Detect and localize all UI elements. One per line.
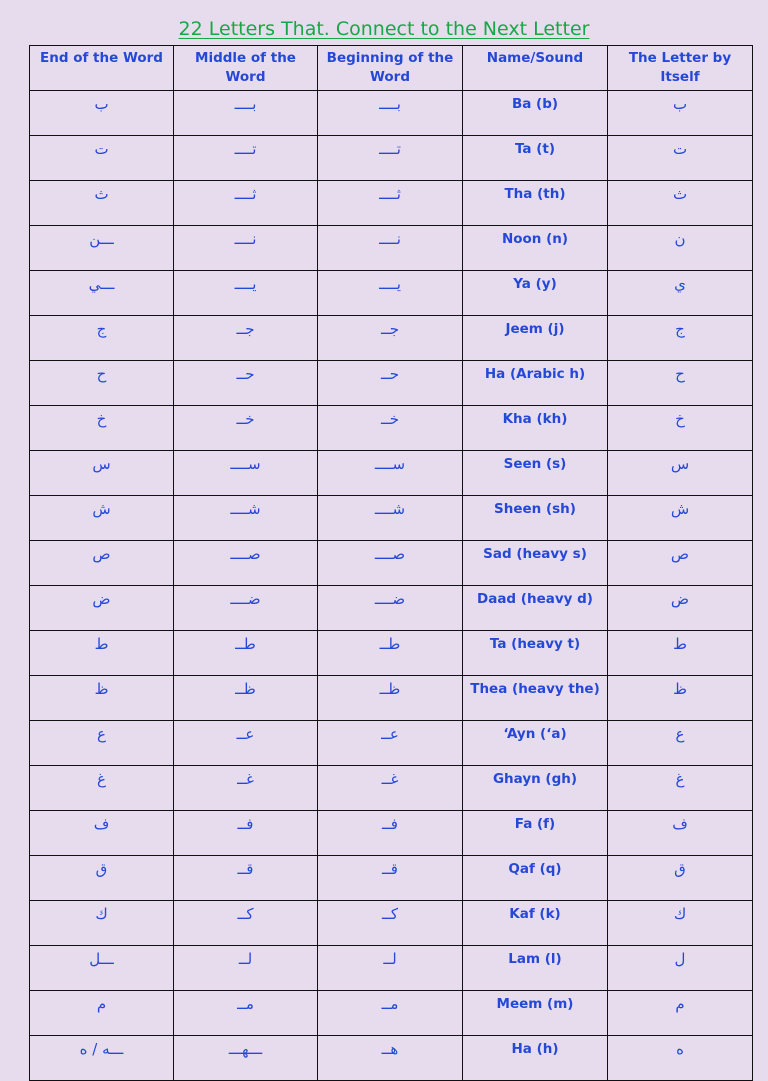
cell-end-of-word: ص (30, 541, 174, 586)
table-row (30, 676, 753, 721)
cell-name-sound: Fa (f) (463, 811, 608, 856)
cell-end-of-word: م (30, 991, 174, 1036)
table-row (30, 541, 753, 586)
cell-end-of-word: ض (30, 586, 174, 631)
table-row (30, 496, 753, 541)
cell-beginning-of-word: يــــ (318, 271, 463, 316)
cell-end-of-word: ظ (30, 676, 174, 721)
cell-middle-of-word: ضــــ (174, 586, 318, 631)
cell-end-of-word: ت (30, 136, 174, 181)
cell-name-sound: Kaf (k) (463, 901, 608, 946)
cell-end-of-word: ـــه / ه (30, 1036, 174, 1081)
column-header-middle: Middle of the Word (174, 46, 318, 91)
table-row (30, 586, 753, 631)
cell-middle-of-word: قــ (174, 856, 318, 901)
cell-middle-of-word: صــــ (174, 541, 318, 586)
cell-end-of-word: ف (30, 811, 174, 856)
cell-name-sound: Ba (b) (463, 91, 608, 136)
cell-beginning-of-word: ضــــ (318, 586, 463, 631)
cell-beginning-of-word: بــــ (318, 91, 463, 136)
cell-end-of-word: ـــل (30, 946, 174, 991)
cell-name-sound: Tha (th) (463, 181, 608, 226)
cell-end-of-word: ط (30, 631, 174, 676)
cell-name-sound: Seen (s) (463, 451, 608, 496)
cell-middle-of-word: يــــ (174, 271, 318, 316)
table-row (30, 181, 753, 226)
table-row (30, 631, 753, 676)
cell-middle-of-word: غــ (174, 766, 318, 811)
header-row (30, 46, 753, 91)
cell-letter-by-itself: غ (608, 766, 753, 811)
cell-end-of-word: ك (30, 901, 174, 946)
cell-name-sound: Ta (t) (463, 136, 608, 181)
cell-letter-by-itself: ت (608, 136, 753, 181)
cell-middle-of-word: ثــــ (174, 181, 318, 226)
cell-beginning-of-word: قــ (318, 856, 463, 901)
cell-end-of-word: خ (30, 406, 174, 451)
cell-beginning-of-word: نــــ (318, 226, 463, 271)
cell-letter-by-itself: ف (608, 811, 753, 856)
cell-name-sound: Ya (y) (463, 271, 608, 316)
table-row (30, 451, 753, 496)
letters-table (29, 45, 753, 1081)
cell-name-sound: Ta (heavy t) (463, 631, 608, 676)
cell-letter-by-itself: س (608, 451, 753, 496)
page-title: 22 Letters That. Connect to the Next Letter (178, 18, 590, 40)
cell-letter-by-itself: ظ (608, 676, 753, 721)
cell-letter-by-itself: ض (608, 586, 753, 631)
cell-beginning-of-word: جــ (318, 316, 463, 361)
table-row (30, 721, 753, 766)
cell-beginning-of-word: شــــ (318, 496, 463, 541)
table-row (30, 226, 753, 271)
table-body (30, 91, 753, 1081)
cell-middle-of-word: خــ (174, 406, 318, 451)
cell-end-of-word: ـــن (30, 226, 174, 271)
cell-middle-of-word: جــ (174, 316, 318, 361)
cell-end-of-word: ع (30, 721, 174, 766)
column-header-beginning: Beginning of the Word (318, 46, 463, 91)
cell-middle-of-word: لــ (174, 946, 318, 991)
cell-letter-by-itself: م (608, 991, 753, 1036)
cell-letter-by-itself: ب (608, 91, 753, 136)
cell-beginning-of-word: ســــ (318, 451, 463, 496)
cell-name-sound: Thea (heavy the) (463, 676, 608, 721)
cell-name-sound: Sheen (sh) (463, 496, 608, 541)
cell-name-sound: Qaf (q) (463, 856, 608, 901)
cell-middle-of-word: حــ (174, 361, 318, 406)
table-row (30, 901, 753, 946)
table-row (30, 1036, 753, 1081)
cell-beginning-of-word: ثــــ (318, 181, 463, 226)
cell-end-of-word: ب (30, 91, 174, 136)
cell-middle-of-word: مــ (174, 991, 318, 1036)
cell-letter-by-itself: ث (608, 181, 753, 226)
cell-letter-by-itself: ك (608, 901, 753, 946)
cell-end-of-word: غ (30, 766, 174, 811)
cell-middle-of-word: ـــهـــ (174, 1036, 318, 1081)
cell-beginning-of-word: حــ (318, 361, 463, 406)
cell-name-sound: Ha (Arabic h) (463, 361, 608, 406)
table-row (30, 766, 753, 811)
cell-letter-by-itself: خ (608, 406, 753, 451)
cell-letter-by-itself: ق (608, 856, 753, 901)
table-row (30, 91, 753, 136)
cell-name-sound: Jeem (j) (463, 316, 608, 361)
table-row (30, 946, 753, 991)
table-row (30, 361, 753, 406)
table-row (30, 136, 753, 181)
cell-end-of-word: ش (30, 496, 174, 541)
cell-middle-of-word: تــــ (174, 136, 318, 181)
cell-beginning-of-word: مــ (318, 991, 463, 1036)
cell-beginning-of-word: خــ (318, 406, 463, 451)
cell-letter-by-itself: ج (608, 316, 753, 361)
cell-middle-of-word: عــ (174, 721, 318, 766)
cell-letter-by-itself: ل (608, 946, 753, 991)
cell-beginning-of-word: هــ (318, 1036, 463, 1081)
cell-end-of-word: ق (30, 856, 174, 901)
cell-middle-of-word: نــــ (174, 226, 318, 271)
cell-middle-of-word: شــــ (174, 496, 318, 541)
table-row (30, 811, 753, 856)
cell-beginning-of-word: ظــ (318, 676, 463, 721)
table-row (30, 271, 753, 316)
cell-name-sound: Daad (heavy d) (463, 586, 608, 631)
cell-end-of-word: ـــي (30, 271, 174, 316)
cell-name-sound: Ha (h) (463, 1036, 608, 1081)
cell-letter-by-itself: ن (608, 226, 753, 271)
table-row (30, 406, 753, 451)
table-row (30, 991, 753, 1036)
cell-letter-by-itself: ش (608, 496, 753, 541)
cell-middle-of-word: طــ (174, 631, 318, 676)
cell-letter-by-itself: ع (608, 721, 753, 766)
cell-beginning-of-word: صــــ (318, 541, 463, 586)
cell-end-of-word: ث (30, 181, 174, 226)
cell-end-of-word: ج (30, 316, 174, 361)
table-row (30, 856, 753, 901)
cell-middle-of-word: ســــ (174, 451, 318, 496)
cell-letter-by-itself: ط (608, 631, 753, 676)
cell-beginning-of-word: فــ (318, 811, 463, 856)
cell-name-sound: Kha (kh) (463, 406, 608, 451)
cell-letter-by-itself: ي (608, 271, 753, 316)
cell-middle-of-word: بــــ (174, 91, 318, 136)
cell-beginning-of-word: كــ (318, 901, 463, 946)
cell-name-sound: ‘Ayn (‘a) (463, 721, 608, 766)
cell-letter-by-itself: ح (608, 361, 753, 406)
column-header-end: End of the Word (30, 46, 174, 91)
cell-name-sound: Ghayn (gh) (463, 766, 608, 811)
cell-letter-by-itself: ص (608, 541, 753, 586)
cell-beginning-of-word: غــ (318, 766, 463, 811)
cell-beginning-of-word: لــ (318, 946, 463, 991)
cell-end-of-word: س (30, 451, 174, 496)
cell-beginning-of-word: طــ (318, 631, 463, 676)
cell-name-sound: Lam (l) (463, 946, 608, 991)
cell-name-sound: Sad (heavy s) (463, 541, 608, 586)
cell-name-sound: Meem (m) (463, 991, 608, 1036)
cell-middle-of-word: كــ (174, 901, 318, 946)
column-header-name: Name/Sound (463, 46, 608, 91)
cell-beginning-of-word: عــ (318, 721, 463, 766)
cell-letter-by-itself: ه (608, 1036, 753, 1081)
column-header-isolated: The Letter by Itself (608, 46, 753, 91)
cell-middle-of-word: فــ (174, 811, 318, 856)
cell-name-sound: Noon (n) (463, 226, 608, 271)
cell-beginning-of-word: تــــ (318, 136, 463, 181)
table-row (30, 316, 753, 361)
cell-middle-of-word: ظــ (174, 676, 318, 721)
cell-end-of-word: ح (30, 361, 174, 406)
